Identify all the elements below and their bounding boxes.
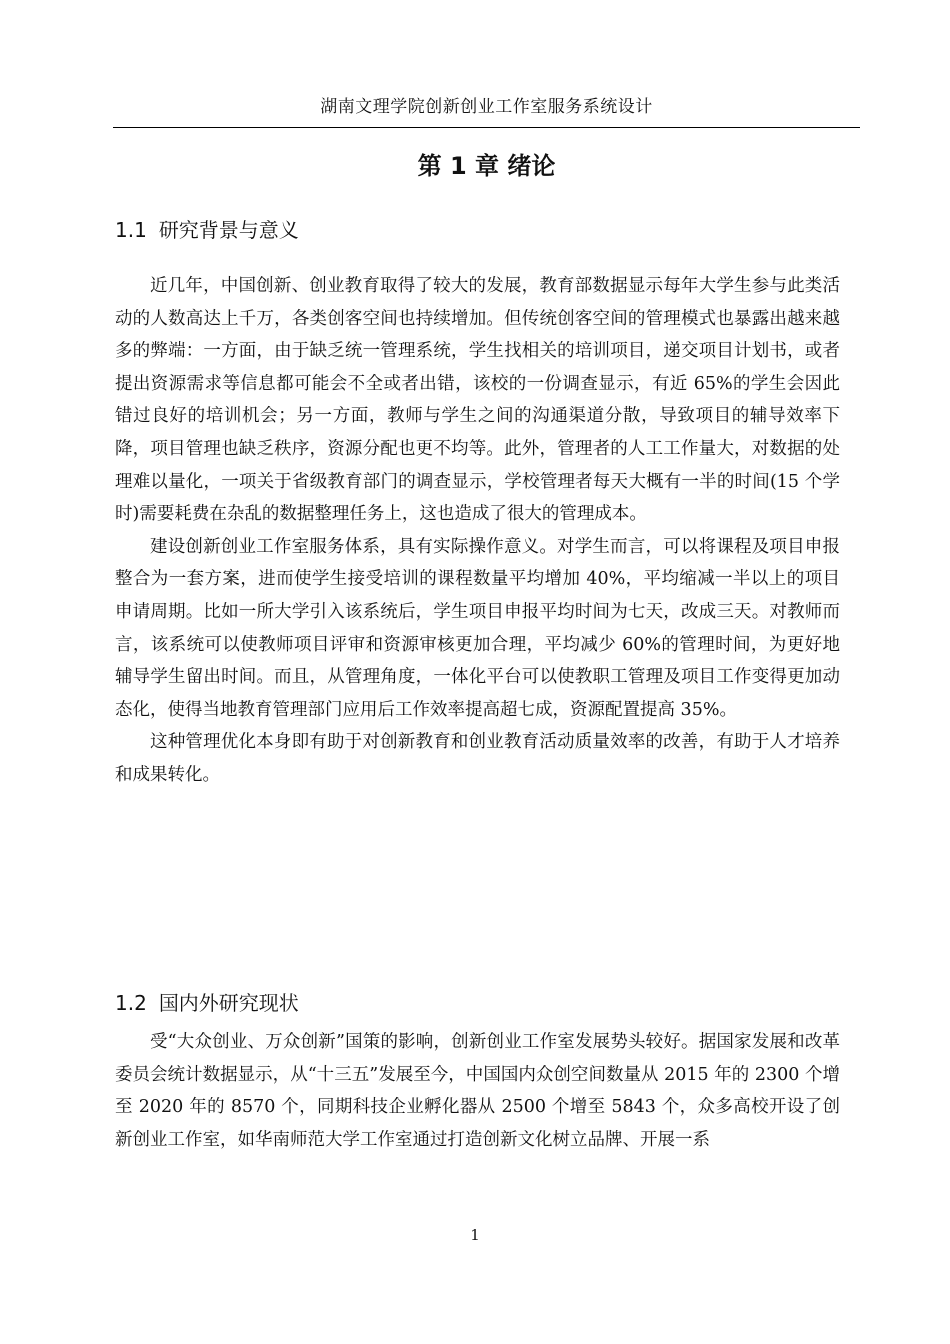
section-title: 研究背景与意义 — [158, 218, 299, 242]
section-number: 1.2 — [115, 991, 147, 1015]
section-title: 国内外研究现状 — [158, 991, 299, 1015]
section-heading-1-2 — [115, 987, 299, 1016]
paragraph: 这种管理优化本身即有助于对创新教育和创业教育活动质量效率的改善，有助于人才培养和成果转化。 — [115, 732, 840, 785]
header-divider — [113, 127, 860, 128]
running-header: 湖南文理学院创新创业工作室服务系统设计 — [320, 97, 653, 117]
paragraph: 受“大众创业、万众创新”国策的影响，创新创业工作室发展势头较好。据国家发展和改革委员会统计数据显示，从“十三五”发展至今，中国国内众创空间数量从 2015 年的 2300 个增至 2020 年的 8570 个，同期科技企业孵化器从 2500 个增至 5843 个，众多高校开设了创新创业工作室，如华南师范大学工作室通过打造创新文化树立品牌、开展一系 — [115, 1032, 840, 1150]
section-number: 1.1 — [115, 218, 147, 242]
page-number: 1 — [470, 1226, 480, 1244]
section-1-2-body — [115, 1026, 840, 1156]
section-1-1-body — [115, 270, 840, 792]
paragraph: 近几年，中国创新、创业教育取得了较大的发展，教育部数据显示每年大学生参与此类活动的人数高达上千万，各类创客空间也持续增加。但传统创客空间的管理模式也暴露出越来越多的弊端：一方面，由于缺乏统一管理系统，学生找相关的培训项目，递交项目计划书，或者提出资源需求等信息都可能会不全或者出错，该校的一份调查显示，有近 65%的学生会因此错过良好的培训机会；另一方面，教师与学生之间的沟通渠道分散，导致项目的辅导效率下降，项目管理也缺乏秩序，资源分配也更不均等。此外，管理者的人工工作量大，对数据的处理难以量化，一项关于省级教育部门的调查显示，学校管理者每天大概有一半的时间(15 个学时)需要耗费在杂乱的数据整理任务上，这也造成了很大的管理成本。 — [115, 276, 840, 525]
section-heading-1-1 — [115, 214, 299, 243]
chapter-title: 第 1 章 绪论 — [417, 152, 556, 180]
paragraph: 建设创新创业工作室服务体系，具有实际操作意义。对学生而言，可以将课程及项目申报整合为一套方案，进而使学生接受培训的课程数量平均增加 40%，平均缩减一半以上的项目申请周期。比如一所大学引入该系统后，学生项目申报平均时间为七天，改成三天。对教师而言，该系统可以使教师项目评审和资源审核更加合理，平均减少 60%的管理时间，为更好地辅导学生留出时间。而且，从管理角度，一体化平台可以使教职工管理及项目工作变得更加动态化，使得当地教育管理部门应用后工作效率提高超七成，资源配置提高 35%。 — [115, 536, 840, 720]
